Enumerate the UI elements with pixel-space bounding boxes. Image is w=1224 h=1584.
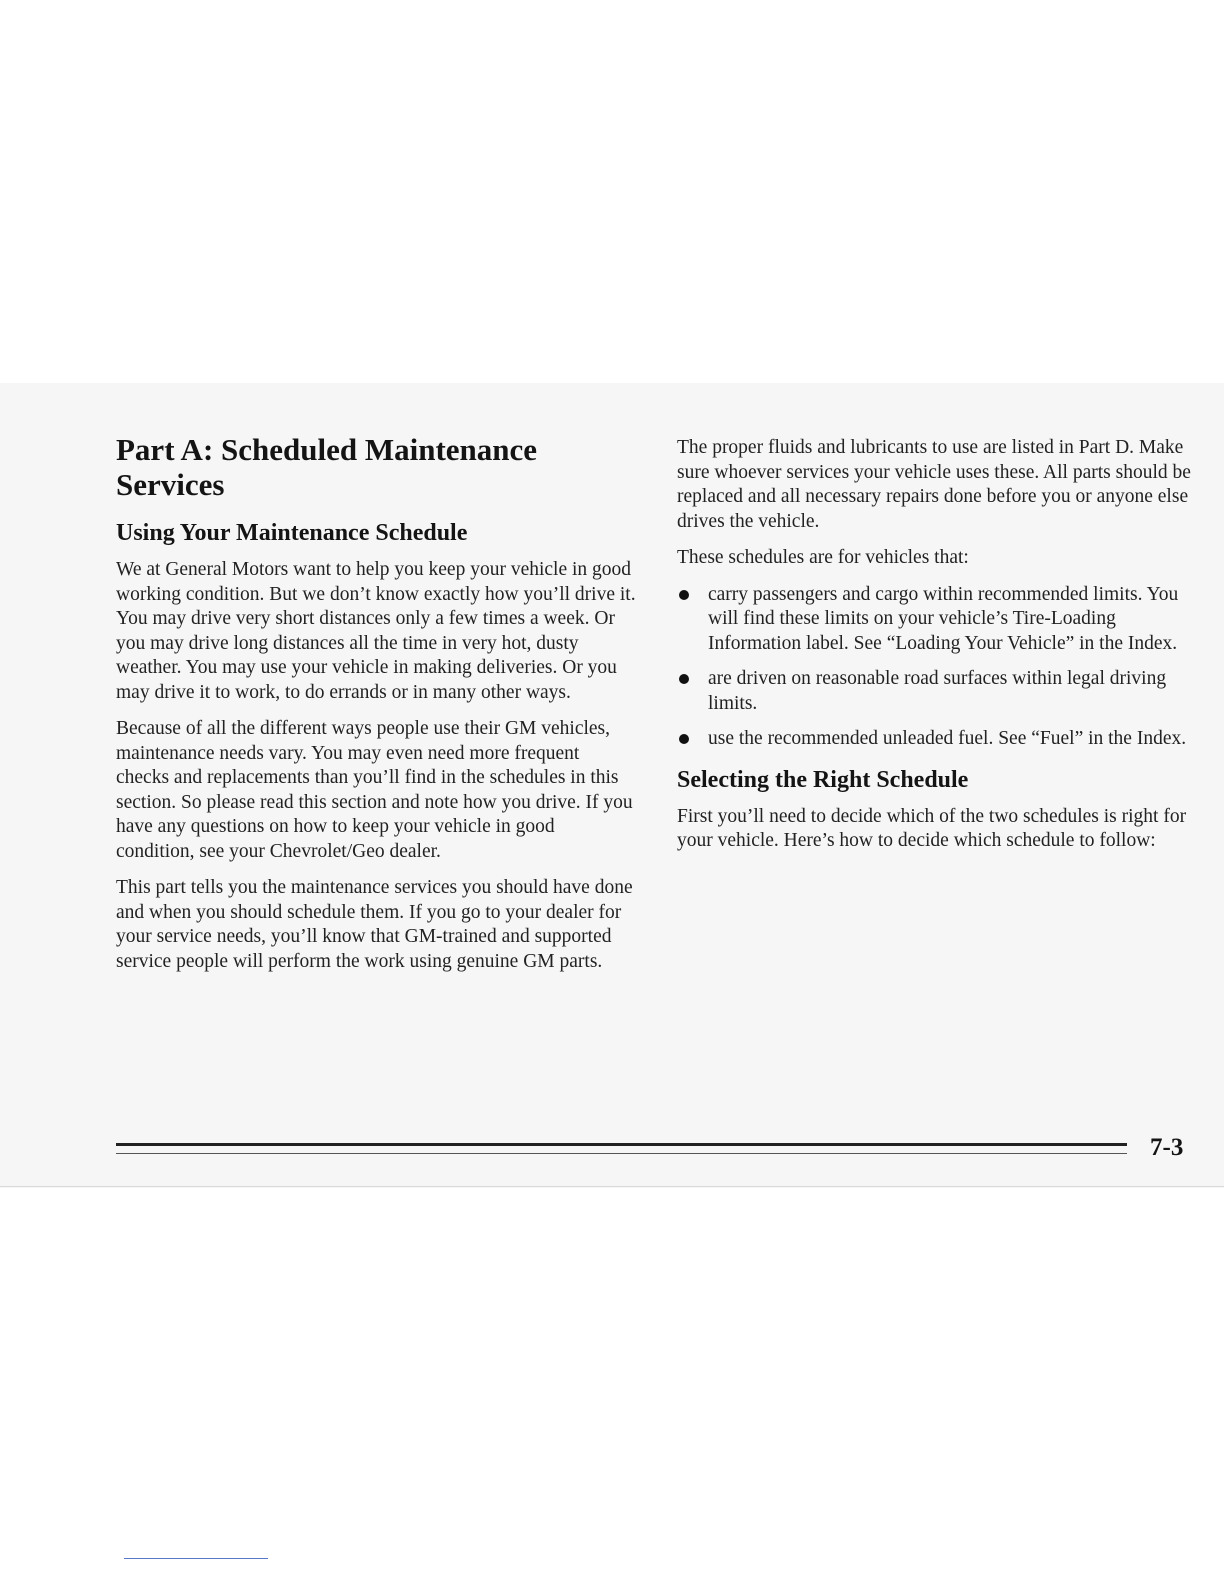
footer-rule [116,1143,1127,1146]
paragraph: Because of all the different ways people use their GM vehicles, maintenance needs vary. You may even need more frequent checks and replacements than you’ll find in the schedules in this section. So please read this section and note how you drive. If you have any questions on how to keep your vehicle in good condition, see your Chevrolet/Geo dealer. [116,718,633,862]
list-item-text: carry passengers and cargo within recommended limits. You will find these limits on your vehicle’s Tire-Loading Information label. See “Loading Your Vehicle” in the Index. [708,583,1179,654]
paragraph: We at General Motors want to help you keep your vehicle in good working condition. But we don’t know exactly how you’ll drive it. You may drive very short distances only a few times a week. Or you may drive long distances all the time in very hot, dusty weather. You may use your vehicle in making deliveries. Or you may drive it to work, to do errands or in many other ways. [116,559,636,703]
paragraph: These schedules are for vehicles that: [677,547,969,568]
paragraph: This part tells you the maintenance services you should have done and when you should schedule them. If you go to your dealer for your service needs, you’ll know that GM-trained and supported service people will perform the work using genuine GM parts. [116,877,633,972]
right-column [677,436,1202,866]
left-column [116,432,636,986]
list-item [677,667,1202,716]
bullet-icon [679,590,689,600]
part-title: Part A: Scheduled Maintenance Services [116,432,538,502]
page-number: 7-3 [1150,1134,1184,1161]
bullet-icon [679,674,689,684]
section-heading-using-schedule: Using Your Maintenance Schedule [116,520,468,546]
decorative-line [124,1558,268,1559]
vehicle-conditions-list [677,583,1202,752]
paragraph: The proper fluids and lubricants to use are listed in Part D. Make sure whoever services your vehicle uses these. All parts should be replaced and all necessary repairs done before you or anyone else drives the vehicle. [677,437,1191,532]
footer-rule [116,1153,1127,1154]
section-heading-selecting-schedule: Selecting the Right Schedule [677,766,969,793]
paragraph: First you’ll need to decide which of the two schedules is right for your vehicle. Here’s how to decide which schedule to follow: [677,805,1187,851]
list-item-text: use the recommended unleaded fuel. See “Fuel” in the Index. [708,728,1187,749]
list-item [677,583,1202,657]
bullet-icon [679,734,689,744]
list-item [677,727,1202,752]
list-item-text: are driven on reasonable road surfaces within legal driving limits. [708,668,1167,714]
page-divider [0,1186,1224,1187]
